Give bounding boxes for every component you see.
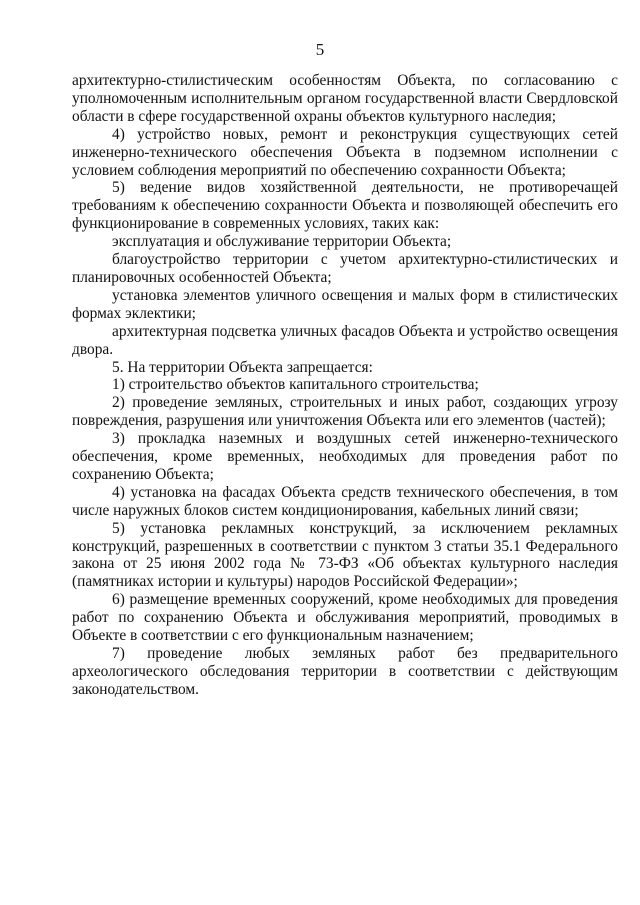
paragraph: 2) проведение земляных, строительных и иных работ, создающих угрозу повреждения, разрушения или уничтожения Объекта или его элементов (частей);	[72, 394, 618, 430]
paragraph: 4) установка на фасадах Объекта средств технического обеспечения, в том числе наружных блоков систем кондиционирования, кабельных линий связи;	[72, 483, 618, 519]
paragraph: 6) размещение временных сооружений, кроме необходимых для проведения работ по сохранению Объекта и обслуживания мероприятий, проводимых в Объекте в соответствии с его функциональным назначением;	[72, 591, 618, 645]
paragraph: 3) прокладка наземных и воздушных сетей инженерно-технического обеспечения, кроме временных, необходимых для проведения работ по сохранению Объекта;	[72, 430, 618, 483]
paragraph: архитектурно-стилистическим особенностям Объекта, по согласованию с уполномоченным исполнительным органом государственной власти Свердловской области в сфере государственной охраны объектов культурного наследия;	[72, 72, 618, 125]
paragraph: благоустройство территории с учетом архитектурно-стилистических и планировочных особенностей Объекта;	[72, 251, 618, 286]
paragraph: 4) устройство новых, ремонт и реконструкция существующих сетей инженерно-технического обеспечения Объекта в подземном исполнении с условием соблюдения мероприятий по обеспечению сохранности Объекта;	[72, 125, 618, 179]
document-body	[72, 72, 618, 699]
paragraph: 5) ведение видов хозяйственной деятельности, не противоречащей требованиям к обеспечению сохранности Объекта и позволяющей обеспечить его функционирование в современных условиях, таких как:	[72, 179, 618, 233]
paragraph: 7) проведение любых земляных работ без предварительного археологического обследования территории в соответствии с действующим законодательством.	[72, 645, 618, 698]
paragraph: 5) установка рекламных конструкций, за исключением рекламных конструкций, разрешенных в соответствии с пунктом 3 статьи 35.1 Федерального закона от 25 июня 2002 года № 73-ФЗ «Об объектах культурного наследия (памятниках истории и культуры) народов Российской Федерации»;	[72, 519, 618, 591]
paragraph: 1) строительство объектов капитального строительства;	[112, 376, 479, 394]
paragraph: 5. На территории Объекта запрещается:	[112, 358, 373, 376]
page-number: 5	[315, 40, 325, 59]
paragraph: архитектурная подсветка уличных фасадов Объекта и устройство освещения двора.	[72, 322, 618, 358]
paragraph: эксплуатация и обслуживание территории Объекта;	[112, 233, 452, 251]
paragraph: установка элементов уличного освещения и малых форм в стилистических формах эклектики;	[72, 286, 618, 322]
